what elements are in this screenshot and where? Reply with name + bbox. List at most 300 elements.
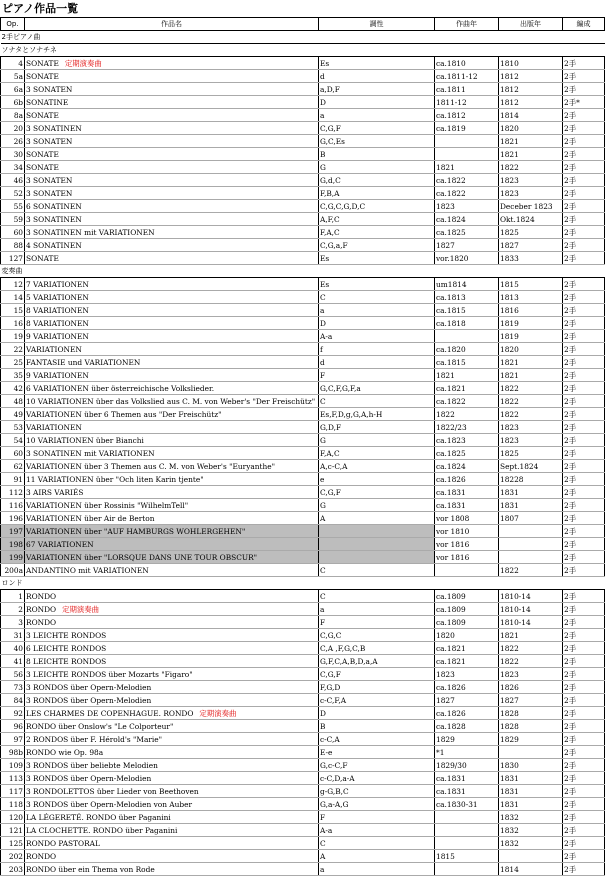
name-text: LA LÉGERETÉ. RONDO über Paganini: [26, 812, 171, 822]
cell-key: [319, 278, 435, 291]
op-text: 197: [8, 526, 23, 536]
form-text: 2手: [564, 812, 577, 822]
cell-name: [25, 304, 319, 317]
table-row: [1, 148, 605, 161]
cell-op: [1, 187, 25, 200]
op-text: 92: [13, 708, 23, 718]
cell-key: [319, 681, 435, 694]
table-row: [1, 239, 605, 252]
form-text: 2手: [564, 318, 577, 328]
cell-composed: [435, 434, 499, 447]
published-text: 1831: [500, 773, 519, 783]
form-text: 2手*: [564, 97, 580, 107]
cell-form: [563, 798, 605, 811]
cell-composed: [435, 720, 499, 733]
composed-text: ca.1819: [436, 123, 466, 133]
name-text: LES CHARMES DE COPENHAGUE. RONDO: [26, 708, 194, 718]
published-text: 1823: [500, 175, 519, 185]
name-text: 3 SONATINEN mit VARIATIONEN: [26, 448, 155, 458]
cell-published: [499, 252, 563, 265]
op-text: 59: [13, 214, 23, 224]
cell-form: [563, 473, 605, 486]
op-text: 25: [13, 357, 23, 367]
cell-op: [1, 96, 25, 109]
header-key: 調性: [319, 18, 435, 31]
form-text: 2手: [564, 604, 577, 614]
cell-key: [319, 70, 435, 83]
composed-text: ca.1818: [436, 318, 466, 328]
form-text: 2手: [564, 682, 577, 692]
published-text: 1819: [500, 331, 519, 341]
cell-composed: [435, 148, 499, 161]
table-row: [1, 720, 605, 733]
cell-form: [563, 200, 605, 213]
composed-text: vor 1816: [436, 539, 470, 549]
cell-published: [499, 317, 563, 330]
name-text: 67 VARIATIONEN: [26, 539, 94, 549]
cell-composed: [435, 668, 499, 681]
cell-composed: [435, 486, 499, 499]
key-text: a: [320, 604, 325, 614]
cell-name: [25, 850, 319, 863]
form-text: 2手: [564, 461, 577, 471]
cell-name: [25, 109, 319, 122]
table-row: [1, 83, 605, 96]
cell-form: [563, 317, 605, 330]
op-text: 84: [13, 695, 23, 705]
cell-form: [563, 369, 605, 382]
name-text: 3 LEICHTE RONDOS über Mozarts "Figaro": [26, 669, 193, 679]
form-text: 2手: [564, 123, 577, 133]
op-text: 2: [18, 604, 23, 614]
cell-composed: [435, 603, 499, 616]
name-text: 10 VARIATIONEN über das Volkslied aus C. M. von Weber's "Der Freischütz": [26, 396, 316, 406]
published-text: 18228: [500, 474, 524, 484]
form-text: 2手: [564, 565, 577, 575]
cell-form: [563, 382, 605, 395]
cell-key: [319, 148, 435, 161]
cell-composed: [435, 226, 499, 239]
cell-name: [25, 486, 319, 499]
cell-form: [563, 83, 605, 96]
cell-op: [1, 343, 25, 356]
key-text: f: [320, 344, 323, 354]
key-text: A: [320, 851, 326, 861]
cell-composed: [435, 421, 499, 434]
op-text: 118: [8, 799, 23, 809]
form-text: 2手: [564, 448, 577, 458]
cell-name: [25, 356, 319, 369]
cell-composed: [435, 278, 499, 291]
cell-form: [563, 109, 605, 122]
form-text: 2手: [564, 357, 577, 367]
cell-key: [319, 83, 435, 96]
composed-text: ca.1822: [436, 188, 466, 198]
published-text: Okt.1824: [500, 214, 535, 224]
cell-op: [1, 590, 25, 603]
form-text: 2手: [564, 331, 577, 341]
cell-composed: [435, 525, 499, 538]
op-text: 96: [13, 721, 23, 731]
published-text: 1814: [500, 110, 519, 120]
cell-key: [319, 343, 435, 356]
op-text: 15: [13, 305, 23, 315]
cell-name: [25, 759, 319, 772]
cell-key: [319, 707, 435, 720]
composed-text: ca.1831: [436, 773, 466, 783]
cell-published: [499, 161, 563, 174]
composed-text: ca.1813: [436, 292, 466, 302]
cell-form: [563, 486, 605, 499]
key-text: G,F,C,A,B,D,a,A: [320, 656, 378, 666]
key-text: D: [320, 97, 326, 107]
published-text: 1810-14: [500, 591, 531, 601]
cell-form: [563, 57, 605, 70]
cell-published: [499, 174, 563, 187]
form-text: 2手: [564, 240, 577, 250]
published-text: 1812: [500, 97, 519, 107]
concert-note-badge: 定期演奏曲: [199, 708, 237, 718]
cell-form: [563, 538, 605, 551]
table-row: [1, 369, 605, 382]
cell-key: [319, 603, 435, 616]
composed-text: ca.1821: [436, 643, 466, 653]
key-text: a: [320, 864, 325, 874]
cell-published: [499, 369, 563, 382]
key-text: G,a-A,G: [320, 799, 349, 809]
cell-composed: [435, 304, 499, 317]
op-text: 35: [13, 370, 23, 380]
key-text: a,D,F: [320, 84, 340, 94]
name-text: 9 VARIATIONEN: [26, 370, 89, 380]
cell-name: [25, 148, 319, 161]
cell-composed: [435, 382, 499, 395]
name-text: 3 RONDOLETTOS über Lieder von Beethoven: [26, 786, 199, 796]
cell-composed: [435, 863, 499, 876]
table-row: [1, 213, 605, 226]
composed-text: ca.1809: [436, 617, 466, 627]
name-text: VARIATIONEN über "AUF HAMBURGS WOHLERGEHEN": [26, 526, 246, 536]
key-text: G,d,C: [320, 175, 341, 185]
cell-name: [25, 824, 319, 837]
cell-composed: [435, 213, 499, 226]
cell-key: [319, 772, 435, 785]
cell-key: [319, 460, 435, 473]
form-text: 2手: [564, 383, 577, 393]
composed-text: 1829: [436, 734, 455, 744]
table-row: [1, 408, 605, 421]
published-text: 1821: [500, 630, 519, 640]
cell-op: [1, 148, 25, 161]
published-text: 1832: [500, 838, 519, 848]
cell-op: [1, 447, 25, 460]
cell-composed: [435, 772, 499, 785]
name-text: 11 VARIATIONEN über "Och liten Karin tjente": [26, 474, 204, 484]
op-text: 54: [13, 435, 23, 445]
name-text: VARIATIONEN: [26, 422, 82, 432]
composed-text: ca.1828: [436, 721, 466, 731]
cell-form: [563, 642, 605, 655]
cell-composed: [435, 629, 499, 642]
op-text: 202: [8, 851, 23, 861]
cell-composed: [435, 408, 499, 421]
cell-form: [563, 746, 605, 759]
cell-op: [1, 642, 25, 655]
composed-text: ca.1821: [436, 656, 466, 666]
key-text: C,G,C: [320, 630, 342, 640]
cell-composed: [435, 343, 499, 356]
name-text: 7 VARIATIONEN: [26, 279, 89, 289]
cell-composed: [435, 707, 499, 720]
composed-text: ca.1826: [436, 682, 466, 692]
table-row: [1, 837, 605, 850]
name-text: RONDO über ein Thema von Rode: [26, 864, 155, 874]
op-text: 49: [13, 409, 23, 419]
table-row: [1, 525, 605, 538]
cell-published: [499, 291, 563, 304]
table-row: [1, 135, 605, 148]
cell-name: [25, 460, 319, 473]
composed-text: 1820: [436, 630, 455, 640]
name-text: SONATE: [26, 162, 59, 172]
works-table: [0, 17, 605, 876]
published-text: 1810: [500, 58, 519, 68]
cell-name: [25, 733, 319, 746]
header-published: 出版年: [499, 18, 563, 31]
cell-op: [1, 681, 25, 694]
form-text: 2手: [564, 630, 577, 640]
published-text: 1819: [500, 318, 519, 328]
cell-key: [319, 616, 435, 629]
composed-text: um1814: [436, 279, 467, 289]
composed-text: ca.1822: [436, 175, 466, 185]
table-row: [1, 824, 605, 837]
published-text: Sept.1824: [500, 461, 539, 471]
cell-op: [1, 525, 25, 538]
published-text: 1807: [500, 513, 519, 523]
cell-published: [499, 122, 563, 135]
name-text: 3 AIRS VARIÉS: [26, 487, 84, 497]
cell-form: [563, 668, 605, 681]
cell-op: [1, 291, 25, 304]
composed-text: ca.1822: [436, 396, 466, 406]
form-text: 2手: [564, 227, 577, 237]
composed-text: 1821: [436, 370, 455, 380]
key-text: c-C,F,A: [320, 695, 347, 705]
cell-composed: [435, 590, 499, 603]
cell-form: [563, 824, 605, 837]
cell-published: [499, 720, 563, 733]
cell-key: [319, 434, 435, 447]
cell-key: [319, 239, 435, 252]
cell-form: [563, 681, 605, 694]
table-row: [1, 759, 605, 772]
key-text: C: [320, 396, 326, 406]
cell-op: [1, 317, 25, 330]
op-text: 120: [8, 812, 23, 822]
key-text: C: [320, 565, 326, 575]
key-text: D: [320, 708, 326, 718]
table-row: [1, 304, 605, 317]
op-text: 31: [13, 630, 23, 640]
op-text: 52: [13, 188, 23, 198]
composed-text: 1822/23: [436, 422, 467, 432]
cell-form: [563, 408, 605, 421]
cell-published: [499, 733, 563, 746]
cell-key: [319, 330, 435, 343]
composed-text: vor.1820: [436, 253, 469, 263]
table-row: [1, 226, 605, 239]
key-text: Es: [320, 253, 330, 263]
form-text: 2手: [564, 162, 577, 172]
published-text: 1831: [500, 786, 519, 796]
cell-published: [499, 811, 563, 824]
composed-text: vor 1808: [436, 513, 470, 523]
key-text: Es: [320, 279, 330, 289]
name-text: 6 LEICHTE RONDOS: [26, 643, 107, 653]
cell-published: [499, 629, 563, 642]
cell-published: [499, 655, 563, 668]
form-text: 2手: [564, 396, 577, 406]
table-row: [1, 486, 605, 499]
cell-key: [319, 161, 435, 174]
cell-published: [499, 395, 563, 408]
cell-published: [499, 746, 563, 759]
table-row: [1, 863, 605, 876]
form-text: 2手: [564, 474, 577, 484]
cell-key: [319, 642, 435, 655]
key-text: C,G,a,F: [320, 240, 348, 250]
op-text: 60: [13, 227, 23, 237]
cell-composed: [435, 161, 499, 174]
form-text: 2手: [564, 188, 577, 198]
cell-form: [563, 772, 605, 785]
table-row: [1, 746, 605, 759]
op-text: 117: [8, 786, 23, 796]
key-text: G,c-C,F: [320, 760, 348, 770]
cell-key: [319, 291, 435, 304]
cell-composed: [435, 694, 499, 707]
published-text: 1831: [500, 500, 519, 510]
cell-key: [319, 564, 435, 577]
cell-key: [319, 850, 435, 863]
cell-published: [499, 785, 563, 798]
name-text: RONDO: [26, 851, 57, 861]
key-text: A-a: [320, 331, 333, 341]
cell-form: [563, 447, 605, 460]
key-text: G: [320, 435, 326, 445]
cell-name: [25, 551, 319, 564]
cell-form: [563, 863, 605, 876]
cell-name: [25, 512, 319, 525]
composed-text: ca.1826: [436, 708, 466, 718]
published-text: 1829: [500, 734, 519, 744]
form-text: 2手: [564, 643, 577, 653]
composed-text: 1823: [436, 669, 455, 679]
key-text: g-G,B,C: [320, 786, 349, 796]
name-text: 8 VARIATIONEN: [26, 305, 89, 315]
composed-text: ca.1825: [436, 448, 466, 458]
op-text: 203: [8, 864, 23, 874]
table-row: [1, 538, 605, 551]
cell-form: [563, 512, 605, 525]
cell-name: [25, 239, 319, 252]
cell-published: [499, 70, 563, 83]
concert-note-badge: 定期演奏曲: [62, 604, 100, 614]
op-text: 30: [13, 149, 23, 159]
key-text: d: [320, 71, 325, 81]
op-text: 109: [8, 760, 23, 770]
op-text: 196: [8, 513, 23, 523]
op-text: 14: [13, 292, 23, 302]
cell-op: [1, 434, 25, 447]
key-text: F,G,D: [320, 682, 341, 692]
cell-op: [1, 356, 25, 369]
form-text: 2手: [564, 136, 577, 146]
op-text: 3: [18, 617, 23, 627]
name-text: RONDO: [26, 617, 57, 627]
table-row: [1, 642, 605, 655]
published-text: 1822: [500, 656, 519, 666]
table-row: [1, 291, 605, 304]
published-text: 1810-14: [500, 604, 531, 614]
cell-name: [25, 226, 319, 239]
cell-op: [1, 863, 25, 876]
cell-key: [319, 200, 435, 213]
composed-text: ca.1812: [436, 110, 466, 120]
name-text: SONATINE: [26, 97, 69, 107]
form-text: 2手: [564, 487, 577, 497]
composed-text: 1827: [436, 695, 455, 705]
cell-op: [1, 239, 25, 252]
table-row: [1, 122, 605, 135]
composed-text: ca.1811-12: [436, 71, 478, 81]
form-text: 2手: [564, 838, 577, 848]
form-text: 2手: [564, 409, 577, 419]
cell-key: [319, 395, 435, 408]
key-text: A: [320, 513, 326, 523]
cell-op: [1, 174, 25, 187]
cell-form: [563, 629, 605, 642]
cell-form: [563, 135, 605, 148]
cell-name: [25, 863, 319, 876]
cell-name: [25, 603, 319, 616]
name-text: RONDO über Onslow's "Le Colporteur": [26, 721, 174, 731]
cell-form: [563, 226, 605, 239]
composed-text: ca.1826: [436, 474, 466, 484]
cell-composed: [435, 330, 499, 343]
published-text: 1832: [500, 812, 519, 822]
published-text: 1827: [500, 240, 519, 250]
table-row: [1, 421, 605, 434]
published-text: Deceber 1823: [500, 201, 553, 211]
cell-form: [563, 239, 605, 252]
cell-name: [25, 538, 319, 551]
cell-published: [499, 304, 563, 317]
cell-key: [319, 174, 435, 187]
cell-name: [25, 252, 319, 265]
composed-text: ca.1809: [436, 604, 466, 614]
table-row: [1, 733, 605, 746]
form-text: 2手: [564, 292, 577, 302]
key-text: G,C,Es: [320, 136, 345, 146]
table-row: [1, 772, 605, 785]
cell-op: [1, 122, 25, 135]
form-text: 2手: [564, 110, 577, 120]
cell-name: [25, 785, 319, 798]
table-row: [1, 187, 605, 200]
cell-name: [25, 837, 319, 850]
